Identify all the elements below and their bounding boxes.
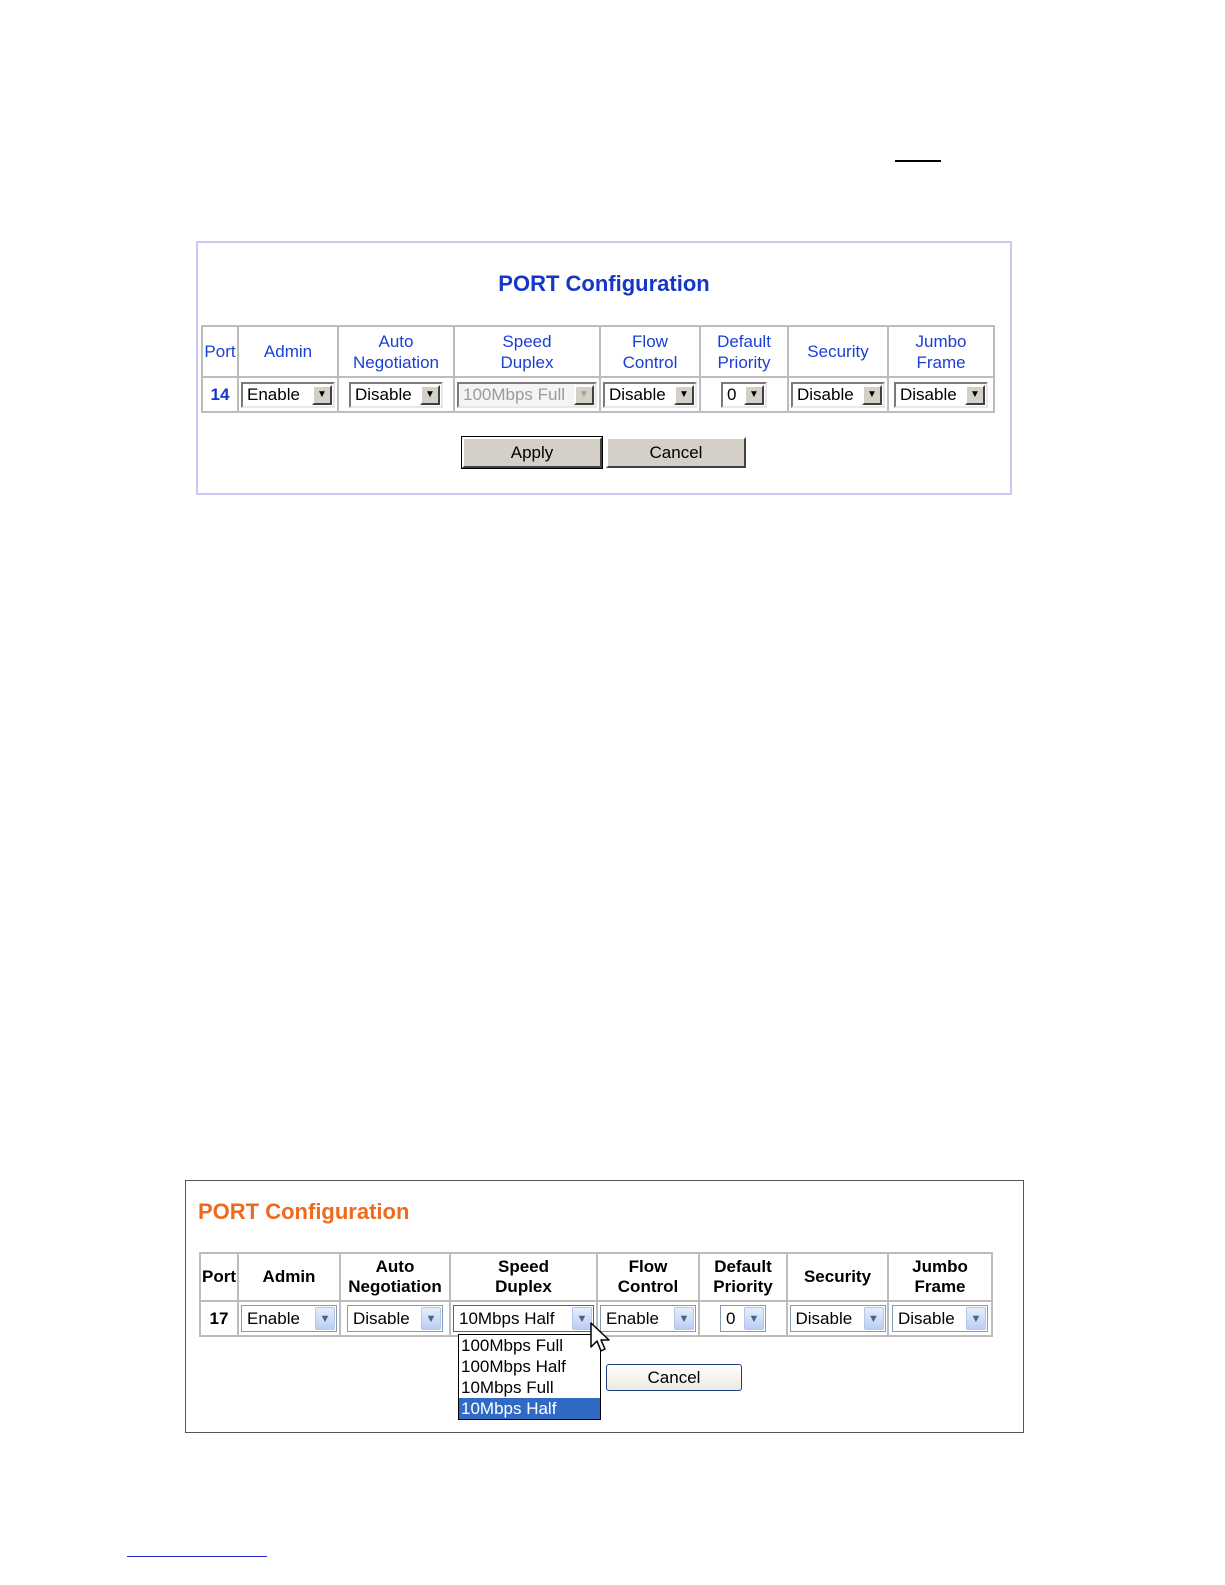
port-config-panel-xp xyxy=(185,1180,1024,1433)
chevron-down-icon[interactable]: ▼ xyxy=(965,385,985,405)
port-number: 17 xyxy=(200,1301,238,1336)
chevron-down-icon: ▼ xyxy=(574,385,594,405)
header-security: Security xyxy=(787,1253,888,1301)
header-port: Port xyxy=(202,326,238,377)
table-header-row xyxy=(200,1253,992,1301)
chevron-down-icon[interactable]: ▼ xyxy=(572,1307,592,1330)
port-number: 14 xyxy=(202,377,238,412)
table-row xyxy=(202,377,994,412)
chevron-down-icon[interactable]: ▼ xyxy=(674,385,694,405)
auto-negotiation-select[interactable]: Disable ▼ xyxy=(347,1305,443,1332)
header-admin: Admin xyxy=(238,1253,340,1301)
dropdown-option[interactable]: 10Mbps Full xyxy=(461,1378,554,1397)
chevron-down-icon[interactable]: ▼ xyxy=(864,1307,884,1330)
header-speed-duplex: Speed Duplex xyxy=(450,1253,597,1301)
page-title: PORT Configuration xyxy=(198,1199,410,1224)
header-speed-duplex: Speed Duplex xyxy=(454,326,600,377)
cancel-button[interactable]: Cancel xyxy=(606,1364,742,1391)
chevron-down-icon[interactable]: ▼ xyxy=(862,385,882,405)
header-jumbo-frame: Jumbo Frame xyxy=(888,1253,992,1301)
footnote-rule xyxy=(127,1556,267,1557)
page-title: PORT Configuration xyxy=(498,271,710,296)
chevron-down-icon[interactable]: ▼ xyxy=(315,1307,335,1330)
port-config-table xyxy=(201,325,995,413)
chevron-down-icon[interactable]: ▼ xyxy=(421,1307,441,1330)
chevron-down-icon[interactable]: ▼ xyxy=(744,385,764,405)
default-priority-select[interactable]: 0 ▼ xyxy=(720,1305,766,1332)
header-flow-control: Flow Control xyxy=(597,1253,699,1301)
flow-control-select[interactable]: Disable ▼ xyxy=(603,382,697,408)
header-auto-negotiation: Auto Negotiation xyxy=(340,1253,450,1301)
table-header-row xyxy=(202,326,994,377)
top-underline-rule xyxy=(895,160,941,162)
apply-button[interactable]: Apply xyxy=(462,437,602,468)
mouse-pointer-icon xyxy=(590,1322,610,1354)
auto-negotiation-select[interactable]: Disable ▼ xyxy=(349,382,443,408)
chevron-down-icon[interactable]: ▼ xyxy=(420,385,440,405)
chevron-down-icon[interactable]: ▼ xyxy=(744,1307,764,1330)
header-auto-negotiation: Auto Negotiation xyxy=(338,326,454,377)
chevron-down-icon[interactable]: ▼ xyxy=(674,1307,694,1330)
chevron-down-icon[interactable]: ▼ xyxy=(312,385,332,405)
default-priority-select[interactable]: 0 ▼ xyxy=(721,382,767,408)
header-jumbo-frame: Jumbo Frame xyxy=(888,326,994,377)
speed-duplex-select[interactable]: 10Mbps Half ▼ xyxy=(453,1305,594,1332)
chevron-down-icon[interactable]: ▼ xyxy=(966,1307,986,1330)
header-port: Port xyxy=(200,1253,238,1301)
speed-duplex-dropdown-list xyxy=(458,1334,601,1420)
port-config-panel-classic xyxy=(196,241,1012,495)
header-admin: Admin xyxy=(238,326,338,377)
security-select[interactable]: Disable ▼ xyxy=(791,382,885,408)
dropdown-option[interactable]: 100Mbps Full xyxy=(461,1336,564,1355)
header-security: Security xyxy=(788,326,888,377)
header-flow-control: Flow Control xyxy=(600,326,700,377)
jumbo-frame-select[interactable]: Disable ▼ xyxy=(892,1305,988,1332)
header-default-priority: Default Priority xyxy=(700,326,788,377)
cancel-button[interactable]: Cancel xyxy=(606,437,746,468)
flow-control-select[interactable]: Enable ▼ xyxy=(600,1305,696,1332)
dropdown-option-selected[interactable]: 10Mbps Half xyxy=(459,1398,600,1419)
header-default-priority: Default Priority xyxy=(699,1253,787,1301)
security-select[interactable]: Disable ▼ xyxy=(790,1305,886,1332)
speed-duplex-select: 100Mbps Full ▼ xyxy=(457,382,597,408)
admin-select[interactable]: Enable ▼ xyxy=(241,382,335,408)
jumbo-frame-select[interactable]: Disable ▼ xyxy=(894,382,988,408)
dropdown-option[interactable]: 100Mbps Half xyxy=(461,1357,566,1376)
admin-select[interactable]: Enable ▼ xyxy=(241,1305,337,1332)
